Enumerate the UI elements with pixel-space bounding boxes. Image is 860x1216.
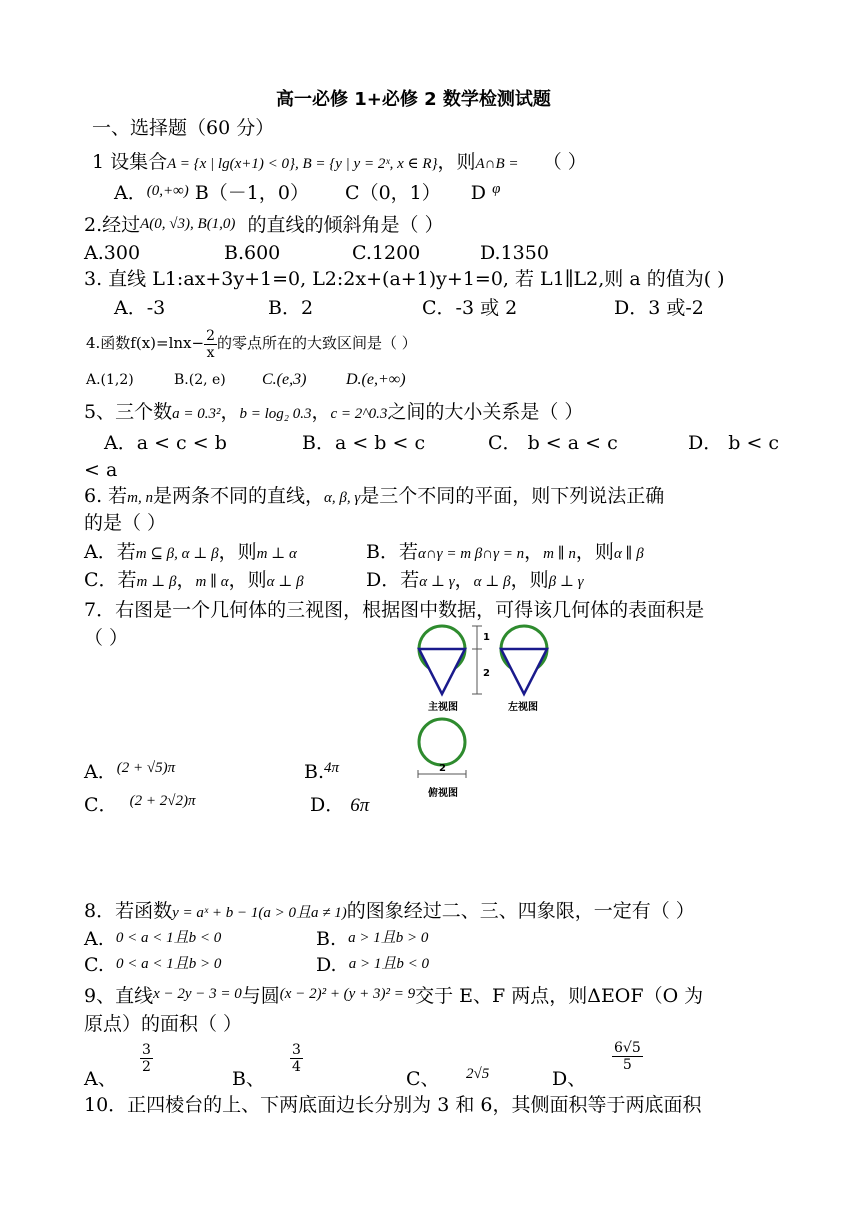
q9-b-den: 4 xyxy=(292,1059,301,1075)
q9-option-b xyxy=(290,1042,303,1075)
q8-a-label: A. xyxy=(84,928,104,950)
q8-option-a xyxy=(84,927,221,953)
q6-a-res: m ⊥ α xyxy=(256,546,297,562)
q6-c-res: α ⊥ β xyxy=(266,574,304,590)
q9-tri: ΔEOF（O 为 xyxy=(587,985,704,1007)
q1-options xyxy=(114,181,500,207)
q7-a-value: (2 + √5)π xyxy=(116,760,176,776)
q9-option-c: 2√5 xyxy=(466,1066,490,1082)
q8-option-b xyxy=(316,927,428,953)
question-8 xyxy=(84,899,695,925)
question-4 xyxy=(86,326,417,361)
q7-b-label: B. xyxy=(304,761,325,783)
q6-b-res: α ∥ β xyxy=(613,546,644,562)
q1-option-a: (0,+∞) xyxy=(146,183,189,199)
q9-line: x − 2y − 3 = 0 xyxy=(153,986,242,1002)
q7-c-label: C． xyxy=(84,794,118,816)
side-view-label: 左视图 xyxy=(508,702,538,713)
q8-option-c xyxy=(84,953,221,979)
q5-c: c = 2^0.3 xyxy=(330,406,388,422)
side-view xyxy=(501,626,547,694)
q9-option-a xyxy=(140,1042,153,1075)
q4-denominator: x xyxy=(206,344,215,361)
q5-option-d-wrap: < a xyxy=(84,459,118,481)
q5-option-b: B．a < b < c xyxy=(302,432,426,454)
q9-a-num: 3 xyxy=(142,1042,151,1058)
q9-circle: (x − 2)² + (y + 3)² = 9 xyxy=(279,986,416,1002)
q6-c-sep: ， xyxy=(176,569,196,591)
q5-pre: 5、三个数 xyxy=(84,401,173,423)
q9-mid: 与圆 xyxy=(241,985,280,1007)
q6-option-a xyxy=(84,540,297,566)
q8-c-label: C. xyxy=(84,954,104,976)
q8-pre: 8．若函数 xyxy=(84,900,173,922)
q5-b: b = log₂ 0.3 xyxy=(239,406,312,422)
q6-b-label: B．若 xyxy=(366,541,418,563)
q2-post: 的直线的倾斜角是（ ） xyxy=(247,214,444,236)
q6-a-cond: m ⊆ β, α ⊥ β xyxy=(135,546,219,562)
q9-post: 交于 E、F 两点，则 xyxy=(415,985,588,1007)
q3-option-a: A．-3 xyxy=(114,297,166,319)
q3-option-d: D．3 或-2 xyxy=(614,297,704,319)
q7-c-value: (2 + 2√2)π xyxy=(129,793,196,809)
q7-option-d xyxy=(310,793,369,818)
q7-blank: （ ） xyxy=(84,627,129,649)
section-heading: 一、选择题（60 分） xyxy=(92,117,275,139)
q6-c-cond: m ⊥ β xyxy=(136,574,177,590)
top-view-dim-label: 2 xyxy=(439,763,446,774)
q6-abg: α, β, γ xyxy=(324,490,361,506)
q6-a-label: A．若 xyxy=(84,541,136,563)
q8-option-d xyxy=(316,953,429,979)
q6-line2: 的是（ ） xyxy=(84,512,167,534)
q8-func: y = aˣ + b − 1(a > 0且a ≠ 1) xyxy=(172,905,347,921)
q6-option-d xyxy=(366,568,584,594)
q9-d-fraction xyxy=(612,1040,643,1073)
q6-b-sep: ， xyxy=(524,541,544,563)
q6-b-cond2: m ∥ n xyxy=(543,546,576,562)
q1-post: ，则 xyxy=(437,151,476,173)
q4-post: 的零点所在的大致区间是（ ） xyxy=(217,334,417,352)
side-view-triangle xyxy=(501,649,547,694)
q1-option-d: φ xyxy=(492,181,501,197)
q6-b-cond: α∩γ = m β∩γ = n xyxy=(417,546,525,562)
q4-option-a: A.(1,2) xyxy=(86,372,134,388)
q1-sets: A = {x | lg(x+1) < 0}, B = {y | y = 2ˣ, x ∈ R} xyxy=(167,156,438,172)
q7-d-label: D． xyxy=(310,794,345,816)
q1-option-d-label: D xyxy=(470,182,487,204)
q6-d-cond2: α ⊥ β xyxy=(473,574,511,590)
q9-b-num: 3 xyxy=(292,1042,301,1058)
q5-a: a = 0.3² xyxy=(172,406,221,422)
q9-a-fraction xyxy=(140,1042,153,1075)
q6-d-cond: α ⊥ γ xyxy=(419,574,455,590)
top-view xyxy=(418,719,466,778)
q1-option-b: B（－1，0） xyxy=(194,182,309,204)
q6-a-then: ，则 xyxy=(218,541,257,563)
question-10: 10．正四棱台的上、下两底面边长分别为 3 和 6，其侧面积等于两底面积 xyxy=(84,1094,702,1116)
q2-option-c: C.1200 xyxy=(352,242,421,264)
q6-post: 是三个不同的平面，则下列说法正确 xyxy=(360,485,665,507)
q9-option-d xyxy=(612,1040,643,1073)
dim-label-mid: 2 xyxy=(483,668,490,679)
top-view-label: 俯视图 xyxy=(428,788,458,799)
question-9 xyxy=(84,984,703,1010)
q9-option-a-label: A、 xyxy=(84,1068,117,1090)
q7-b-value: 4π xyxy=(324,760,340,776)
q6-d-then: ，则 xyxy=(510,569,549,591)
q9-option-b-label: B、 xyxy=(232,1068,265,1090)
question-1 xyxy=(92,150,587,176)
q4-option-c: C.(e,3) xyxy=(262,371,307,388)
q6-d-sep: ， xyxy=(454,569,474,591)
q6-b-then: ，则 xyxy=(575,541,614,563)
q6-option-b xyxy=(366,540,644,566)
q2-option-b: B.600 xyxy=(224,242,281,264)
q7-option-c xyxy=(84,793,196,819)
q9-line2: 原点）的面积（ ） xyxy=(84,1013,243,1035)
q6-d-res: β ⊥ γ xyxy=(548,574,584,590)
q9-option-c-label: C、 xyxy=(406,1068,440,1090)
q9-b-fraction xyxy=(290,1042,303,1075)
q8-b-label: B. xyxy=(316,928,337,950)
page-title: 高一必修 1+必修 2 数学检测试题 xyxy=(276,89,551,110)
q2-option-d: D.1350 xyxy=(480,242,549,264)
dim-label-top: 1 xyxy=(483,632,490,643)
height-dimension xyxy=(472,626,490,694)
q5-post: 之间的大小关系是（ ） xyxy=(387,401,584,423)
q6-option-c xyxy=(84,568,304,594)
q7-a-label: A． xyxy=(84,761,117,783)
q1-expr: A∩B = xyxy=(475,156,519,172)
q6-mn: m, n xyxy=(127,490,154,506)
q4-numerator: 2 xyxy=(206,327,216,344)
question-7: 7．右图是一个几何体的三视图，根据图中数据，可得该几何体的表面积是 xyxy=(84,599,705,621)
front-view xyxy=(419,626,465,694)
front-view-label: 主视图 xyxy=(428,702,458,713)
q9-d-num: 6√5 xyxy=(614,1040,641,1056)
q8-post: 的图象经过二、三、四象限，一定有（ ） xyxy=(346,900,695,922)
q4-fraction xyxy=(204,328,217,361)
q9-option-d-label: D、 xyxy=(552,1068,587,1090)
top-view-circle xyxy=(419,719,465,765)
q8-b-value: a > 1且b > 0 xyxy=(348,930,429,946)
q1-blank: （ ） xyxy=(542,151,587,173)
q5-option-a: A．a < c < b xyxy=(104,432,227,454)
q9-a-den: 2 xyxy=(142,1059,151,1075)
q6-c-label: C．若 xyxy=(84,569,137,591)
question-5: 5、三个数a = 0.3²，b = log₂ 0.3，c = 2^0.3之间的大小关系是（ ） xyxy=(84,401,584,423)
q9-pre: 9、直线 xyxy=(84,985,154,1007)
q6-c-then: ，则 xyxy=(228,569,267,591)
q3-option-c: C．-3 或 2 xyxy=(422,297,518,319)
q2-option-a: A.300 xyxy=(84,242,141,264)
q6-pre: 6. 若 xyxy=(84,485,128,507)
q6-c-cond2: m ∥ α xyxy=(195,574,229,590)
question-3: 3. 直线 L1:ax+3y+1=0, L2:2x+(a+1)y+1=0, 若 L1∥L2,则 a 的值为( ) xyxy=(84,268,725,290)
q8-d-label: D. xyxy=(316,954,337,976)
q5-option-d: D． b < c xyxy=(688,432,780,454)
three-view-figure xyxy=(408,618,568,804)
q6-mid: 是两条不同的直线， xyxy=(153,485,325,507)
q6-d-label: D．若 xyxy=(366,569,420,591)
q2-points: A(0, √3), B(1,0) xyxy=(140,216,236,232)
q5-option-c: C． b < a < c xyxy=(488,432,618,454)
q4-pre: 4.函数f(x)=lnx− xyxy=(86,334,205,352)
q7-option-a xyxy=(84,760,175,786)
q1-pre: 1 设集合 xyxy=(92,151,168,173)
q7-option-b xyxy=(304,760,339,786)
q2-pre: 2.经过 xyxy=(84,214,141,236)
q3-option-b: B．2 xyxy=(268,297,314,319)
q1-option-a-label: A． xyxy=(114,182,147,204)
q1-option-c: C（0，1） xyxy=(345,182,441,204)
q8-c-value: 0 < a < 1且b > 0 xyxy=(116,956,222,972)
question-6 xyxy=(84,484,664,510)
q9-d-den: 5 xyxy=(612,1056,643,1073)
question-2 xyxy=(84,213,444,239)
q4-option-d: D.(e,+∞) xyxy=(346,371,406,388)
front-view-triangle xyxy=(419,649,465,694)
q4-option-b: B.(2, e) xyxy=(174,372,226,388)
q7-d-value: 6π xyxy=(350,795,370,816)
q8-d-value: a > 1且b < 0 xyxy=(348,956,429,972)
q8-a-value: 0 < a < 1且b < 0 xyxy=(115,930,222,946)
